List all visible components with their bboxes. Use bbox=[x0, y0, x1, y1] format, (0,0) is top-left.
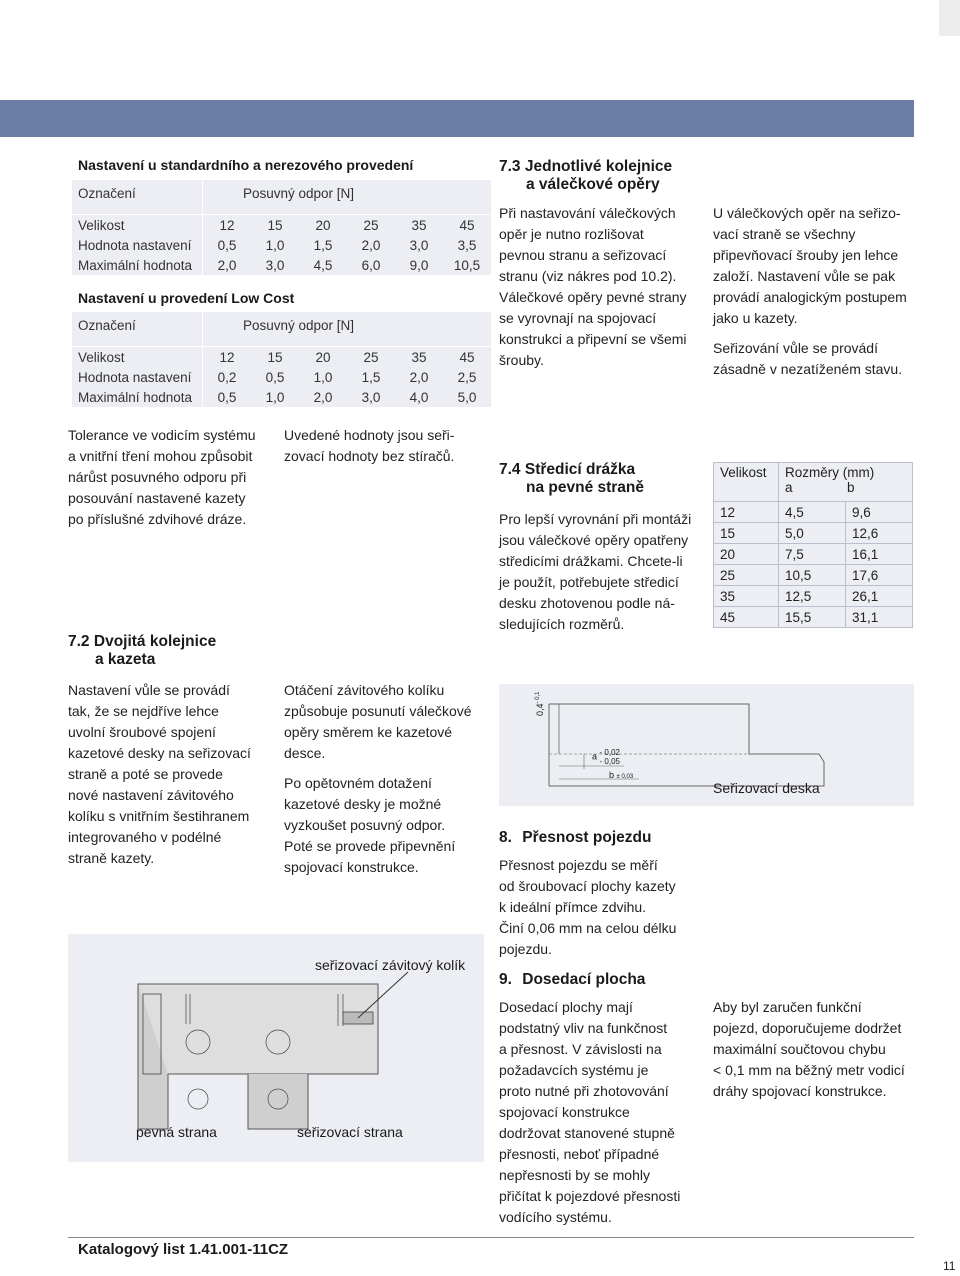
s73-col2-text bbox=[713, 203, 923, 329]
s73-col1-text bbox=[499, 203, 704, 371]
cell-value: 2,0 bbox=[409, 369, 429, 385]
cell-value: 25 bbox=[347, 215, 395, 236]
s74-title1: Středicí drážka bbox=[524, 461, 636, 478]
text-line: nové nastavení závitového bbox=[68, 787, 234, 803]
dim-cell: 15 bbox=[714, 523, 779, 544]
cell-value: 12 bbox=[203, 215, 252, 236]
text-line: a přesnost. V závislosti na bbox=[499, 1041, 662, 1057]
cell-value: 2,0 bbox=[361, 237, 381, 253]
cell-value: 35 bbox=[395, 347, 443, 368]
text-line: posouvání nastavené kazety bbox=[68, 490, 246, 506]
dim-b-value: b bbox=[609, 770, 615, 780]
footer-rule bbox=[68, 1237, 914, 1238]
cell-value: 0,2 bbox=[217, 369, 237, 385]
text-line: zovací hodnoty bez stíračů. bbox=[284, 448, 455, 464]
plate-drawing bbox=[499, 684, 914, 806]
dim-h-size: Velikost bbox=[714, 463, 779, 502]
plate-caption: Seřizovací deska bbox=[713, 780, 820, 796]
table1-row bbox=[72, 255, 491, 275]
dim-a-value: a bbox=[592, 751, 598, 762]
table2-col-label: Označení bbox=[72, 312, 203, 338]
dim-row bbox=[714, 523, 913, 544]
cell-value: 1,0 bbox=[313, 369, 333, 385]
dim-row bbox=[714, 565, 913, 586]
dim1-value: 0,4 bbox=[535, 703, 545, 716]
dim-a-label bbox=[592, 748, 620, 766]
row-label: Hodnota nastavení bbox=[72, 367, 203, 387]
text-line: spojovací konstrukce. bbox=[284, 859, 419, 875]
dim-h-dims bbox=[779, 463, 913, 502]
label-screw: seřizovací závitový kolík bbox=[315, 957, 466, 973]
text-line: pojezdu. bbox=[499, 941, 552, 957]
text-line: a vnitřní tření mohou způsobit bbox=[68, 448, 253, 464]
dim-cell: 17,6 bbox=[846, 565, 913, 586]
text-line: Přesnost pojezdu se měří bbox=[499, 857, 658, 873]
cell-value: 0,5 bbox=[217, 237, 237, 253]
text-line: od šroubovací plochy kazety bbox=[499, 878, 676, 894]
cell-value: 15 bbox=[251, 347, 299, 368]
dim-cell: 15,5 bbox=[779, 607, 846, 628]
cell-value: 0,5 bbox=[265, 369, 285, 385]
dim-cell: 31,1 bbox=[846, 607, 913, 628]
dim1-label bbox=[535, 691, 545, 716]
row-label: Velikost bbox=[72, 347, 203, 368]
text-line: způsobuje posunutí válečkové bbox=[284, 703, 472, 719]
text-line: připevňovací šrouby jen lehce bbox=[713, 247, 899, 263]
row-label: Velikost bbox=[72, 215, 203, 236]
cell-value: 0,5 bbox=[217, 389, 237, 405]
s8-heading bbox=[499, 829, 651, 847]
cell-value: 1,0 bbox=[265, 389, 285, 405]
dim-row bbox=[714, 544, 913, 565]
dim-cell: 12,6 bbox=[846, 523, 913, 544]
s8-text bbox=[499, 855, 704, 960]
dim-a-tol1: - 0,02 bbox=[599, 748, 620, 757]
cell-value: 20 bbox=[299, 347, 347, 368]
text-line: pojezd, doporučujeme dodržet bbox=[713, 1020, 902, 1036]
footer-catalog: Katalogový list 1.41.001-11CZ bbox=[78, 1241, 289, 1258]
text-line: Poté se provede připevnění bbox=[284, 838, 456, 854]
text-line: středicími drážkami. Chcete-li bbox=[499, 553, 683, 569]
text-line: tak, že se nejdříve lehce bbox=[68, 703, 219, 719]
s73-title2: a válečkové opěry bbox=[526, 176, 660, 193]
dim-cell: 12,5 bbox=[779, 586, 846, 607]
s73-heading bbox=[499, 158, 672, 194]
text-line: Uvedené hodnoty jsou seři- bbox=[284, 427, 455, 443]
plate-figure bbox=[499, 684, 914, 806]
dim-row bbox=[714, 607, 913, 628]
page-number: 11 bbox=[943, 1259, 956, 1273]
text-line: straně kazety. bbox=[68, 850, 155, 866]
row-label: Maximální hodnota bbox=[72, 255, 203, 275]
text-line: podstatný vliv na funkčnost bbox=[499, 1020, 668, 1036]
text-line: stranu (viz nákres pod 10.2). bbox=[499, 268, 677, 284]
cell-value: 2,5 bbox=[457, 369, 477, 385]
cell-value: 2,0 bbox=[313, 389, 333, 405]
s9-col2-text bbox=[713, 997, 923, 1102]
dim-row bbox=[714, 502, 913, 523]
cell-value: 45 bbox=[443, 215, 491, 236]
s9-heading bbox=[499, 971, 645, 989]
dim1-tol: - 0,1 bbox=[535, 691, 541, 704]
table1 bbox=[72, 180, 491, 275]
text-line: opěr je nutno rozlišovat bbox=[499, 226, 644, 242]
header-bar bbox=[0, 100, 914, 137]
text-line: Tolerance ve vodicím systému bbox=[68, 427, 256, 443]
dim-cell: 20 bbox=[714, 544, 779, 565]
text-line: opěry směrem ke kazetové bbox=[284, 724, 453, 740]
text-line: proto nutné při zhotovování bbox=[499, 1083, 669, 1099]
text-line: uvolní šroubové spojení bbox=[68, 724, 216, 740]
s72-num: 7.2 bbox=[68, 633, 90, 650]
text-line: Pro lepší vyrovnání při montáži bbox=[499, 511, 692, 527]
text-line: přesnosti, neboť případné bbox=[499, 1146, 660, 1162]
s72-col2b-text bbox=[284, 773, 489, 878]
text-line: Válečkové opěry pevné strany bbox=[499, 289, 687, 305]
cell-value: 1,5 bbox=[361, 369, 381, 385]
cell-value: 3,0 bbox=[265, 257, 285, 273]
s8-title: Přesnost pojezdu bbox=[522, 829, 652, 846]
s72-title2: a kazeta bbox=[95, 651, 156, 668]
text-line: zásadně v nezatíženém stavu. bbox=[713, 361, 903, 377]
text-line: desce. bbox=[284, 745, 326, 761]
text-line: kazetové desky je možné bbox=[284, 796, 442, 812]
row-label: Maximální hodnota bbox=[72, 387, 203, 407]
s73-title1: Jednotlivé kolejnice bbox=[524, 158, 673, 175]
cell-value: 4,0 bbox=[409, 389, 429, 405]
text-line: < 0,1 mm na běžný metr vodicí bbox=[713, 1062, 905, 1078]
text-line: šrouby. bbox=[499, 352, 544, 368]
table2-row bbox=[72, 387, 491, 407]
text-line: Po opětovném dotažení bbox=[284, 775, 432, 791]
cell-value: 9,0 bbox=[409, 257, 429, 273]
text-line: provádí analogickým postupem bbox=[713, 289, 907, 305]
dim-cell: 35 bbox=[714, 586, 779, 607]
dim-row bbox=[714, 586, 913, 607]
text-line: Činí 0,06 mm na celou délku bbox=[499, 920, 677, 936]
dim-h-dims-label: Rozměry (mm) bbox=[785, 465, 875, 480]
uvedene-text bbox=[284, 425, 484, 467]
text-line: Dosedací plochy mají bbox=[499, 999, 633, 1015]
text-line: integrovaného v podélné bbox=[68, 829, 222, 845]
text-line: k ideální přímce zdvihu. bbox=[499, 899, 647, 915]
text-line: sledujících rozměrů. bbox=[499, 616, 625, 632]
cell-value: 2,0 bbox=[217, 257, 237, 273]
text-line: pevnou stranu a seřizovací bbox=[499, 247, 667, 263]
dim-cell: 16,1 bbox=[846, 544, 913, 565]
cell-value: 20 bbox=[299, 215, 347, 236]
s72-heading bbox=[68, 633, 216, 669]
text-line: kazetové desky na seřizovací bbox=[68, 745, 251, 761]
row-label: Hodnota nastavení bbox=[72, 235, 203, 255]
text-line: jsou válečkové opěry opatřeny bbox=[499, 532, 689, 548]
cell-value: 3,5 bbox=[457, 237, 477, 253]
dim-h-b: b bbox=[847, 480, 855, 495]
table2-row bbox=[72, 367, 491, 387]
text-line: Při nastavování válečkových bbox=[499, 205, 676, 221]
dim-b-label bbox=[609, 770, 633, 780]
text-line: nárůst posuvného odporu při bbox=[68, 469, 247, 485]
cell-value: 1,0 bbox=[265, 237, 285, 253]
cell-value: 3,0 bbox=[409, 237, 429, 253]
dim-h-a: a bbox=[785, 480, 793, 495]
text-line: desku zhotovenou podle ná- bbox=[499, 595, 675, 611]
dim-cell: 25 bbox=[714, 565, 779, 586]
dim-b-tol: ± 0,03 bbox=[616, 774, 634, 780]
text-line: požadavcích systému je bbox=[499, 1062, 649, 1078]
cell-value: 3,0 bbox=[361, 389, 381, 405]
dim-cell: 4,5 bbox=[779, 502, 846, 523]
table1-col-label: Označení bbox=[72, 180, 203, 206]
tolerance-text bbox=[68, 425, 273, 530]
text-line: dodržovat stanovené stupně bbox=[499, 1125, 675, 1141]
dim-cell: 12 bbox=[714, 502, 779, 523]
table1-col-group: Posuvný odpor [N] bbox=[243, 185, 355, 201]
text-line: vací straně se všechny bbox=[713, 226, 856, 242]
cell-value: 1,5 bbox=[313, 237, 333, 253]
text-line: Aby byl zaručen funkční bbox=[713, 999, 862, 1015]
text-line: Nastavení vůle se provádí bbox=[68, 682, 230, 698]
assembly-figure bbox=[68, 934, 484, 1162]
s9-col1-text bbox=[499, 997, 704, 1228]
cell-value: 35 bbox=[395, 215, 443, 236]
dim-a-tol2: - 0,05 bbox=[599, 757, 620, 766]
s74-title2: na pevné straně bbox=[526, 479, 645, 496]
text-line: vodícího systému. bbox=[499, 1209, 612, 1225]
dim-cell: 45 bbox=[714, 607, 779, 628]
label-adjust: seřizovací strana bbox=[297, 1124, 403, 1140]
text-line: dráhy spojovací konstrukce. bbox=[713, 1083, 887, 1099]
text-line: straně a poté se provede bbox=[68, 766, 223, 782]
s74-heading bbox=[499, 461, 644, 497]
text-line: Otáčení závitového kolíku bbox=[284, 682, 445, 698]
text-line: je použít, potřebujete středicí bbox=[499, 574, 679, 590]
text-line: založí. Nastavení vůle se pak bbox=[713, 268, 896, 284]
table2-title: Nastavení u provedení Low Cost bbox=[78, 290, 295, 306]
dim-table bbox=[713, 462, 913, 628]
s73-col2b-text bbox=[713, 338, 923, 380]
cell-value: 6,0 bbox=[361, 257, 381, 273]
s9-num: 9. bbox=[499, 971, 512, 988]
cell-value: 45 bbox=[443, 347, 491, 368]
cell-value: 4,5 bbox=[313, 257, 333, 273]
table1-row bbox=[72, 235, 491, 255]
text-line: se vyrovnají na spojovací bbox=[499, 310, 657, 326]
table1-title: Nastavení u standardního a nerezového provedení bbox=[78, 157, 414, 173]
dim-cell: 5,0 bbox=[779, 523, 846, 544]
text-line: kolíku s vnitřním šestihranem bbox=[68, 808, 250, 824]
s72-col2-text bbox=[284, 680, 489, 764]
text-line: nepřesnosti by se mohly bbox=[499, 1167, 650, 1183]
cell-value: 25 bbox=[347, 347, 395, 368]
text-line: jako u kazety. bbox=[713, 310, 798, 326]
text-line: U válečkových opěr na seřizo- bbox=[713, 205, 901, 221]
table2-col-group: Posuvný odpor [N] bbox=[243, 317, 355, 333]
s73-num: 7.3 bbox=[499, 158, 521, 175]
table1-row bbox=[72, 215, 491, 236]
s74-text bbox=[499, 509, 704, 635]
text-line: přičítat k pojezdové přesnosti bbox=[499, 1188, 681, 1204]
cell-value: 5,0 bbox=[457, 389, 477, 405]
text-line: po příslušné zdvihové dráze. bbox=[68, 511, 247, 527]
table2-row bbox=[72, 347, 491, 368]
s8-num: 8. bbox=[499, 829, 512, 846]
table2 bbox=[72, 312, 491, 407]
cell-value: 10,5 bbox=[453, 257, 481, 273]
corner-tab bbox=[939, 0, 960, 36]
s9-title: Dosedací plocha bbox=[522, 971, 646, 988]
s74-num: 7.4 bbox=[499, 461, 521, 478]
text-line: Seřizování vůle se provádí bbox=[713, 340, 878, 356]
text-line: vyzkoušet posuvný odpor. bbox=[284, 817, 446, 833]
text-line: maximální součtovou chybu bbox=[713, 1041, 886, 1057]
text-line: konstrukci a připevní se všemi bbox=[499, 331, 687, 347]
s72-title1: Dvojitá kolejnice bbox=[93, 633, 217, 650]
dim-cell: 9,6 bbox=[846, 502, 913, 523]
dim-cell: 7,5 bbox=[779, 544, 846, 565]
dim-cell: 26,1 bbox=[846, 586, 913, 607]
cell-value: 15 bbox=[251, 215, 299, 236]
label-fixed: pevná strana bbox=[136, 1124, 217, 1140]
dim-cell: 10,5 bbox=[779, 565, 846, 586]
text-line: spojovací konstrukce bbox=[499, 1104, 630, 1120]
cell-value: 12 bbox=[203, 347, 252, 368]
s72-col1-text bbox=[68, 680, 278, 869]
